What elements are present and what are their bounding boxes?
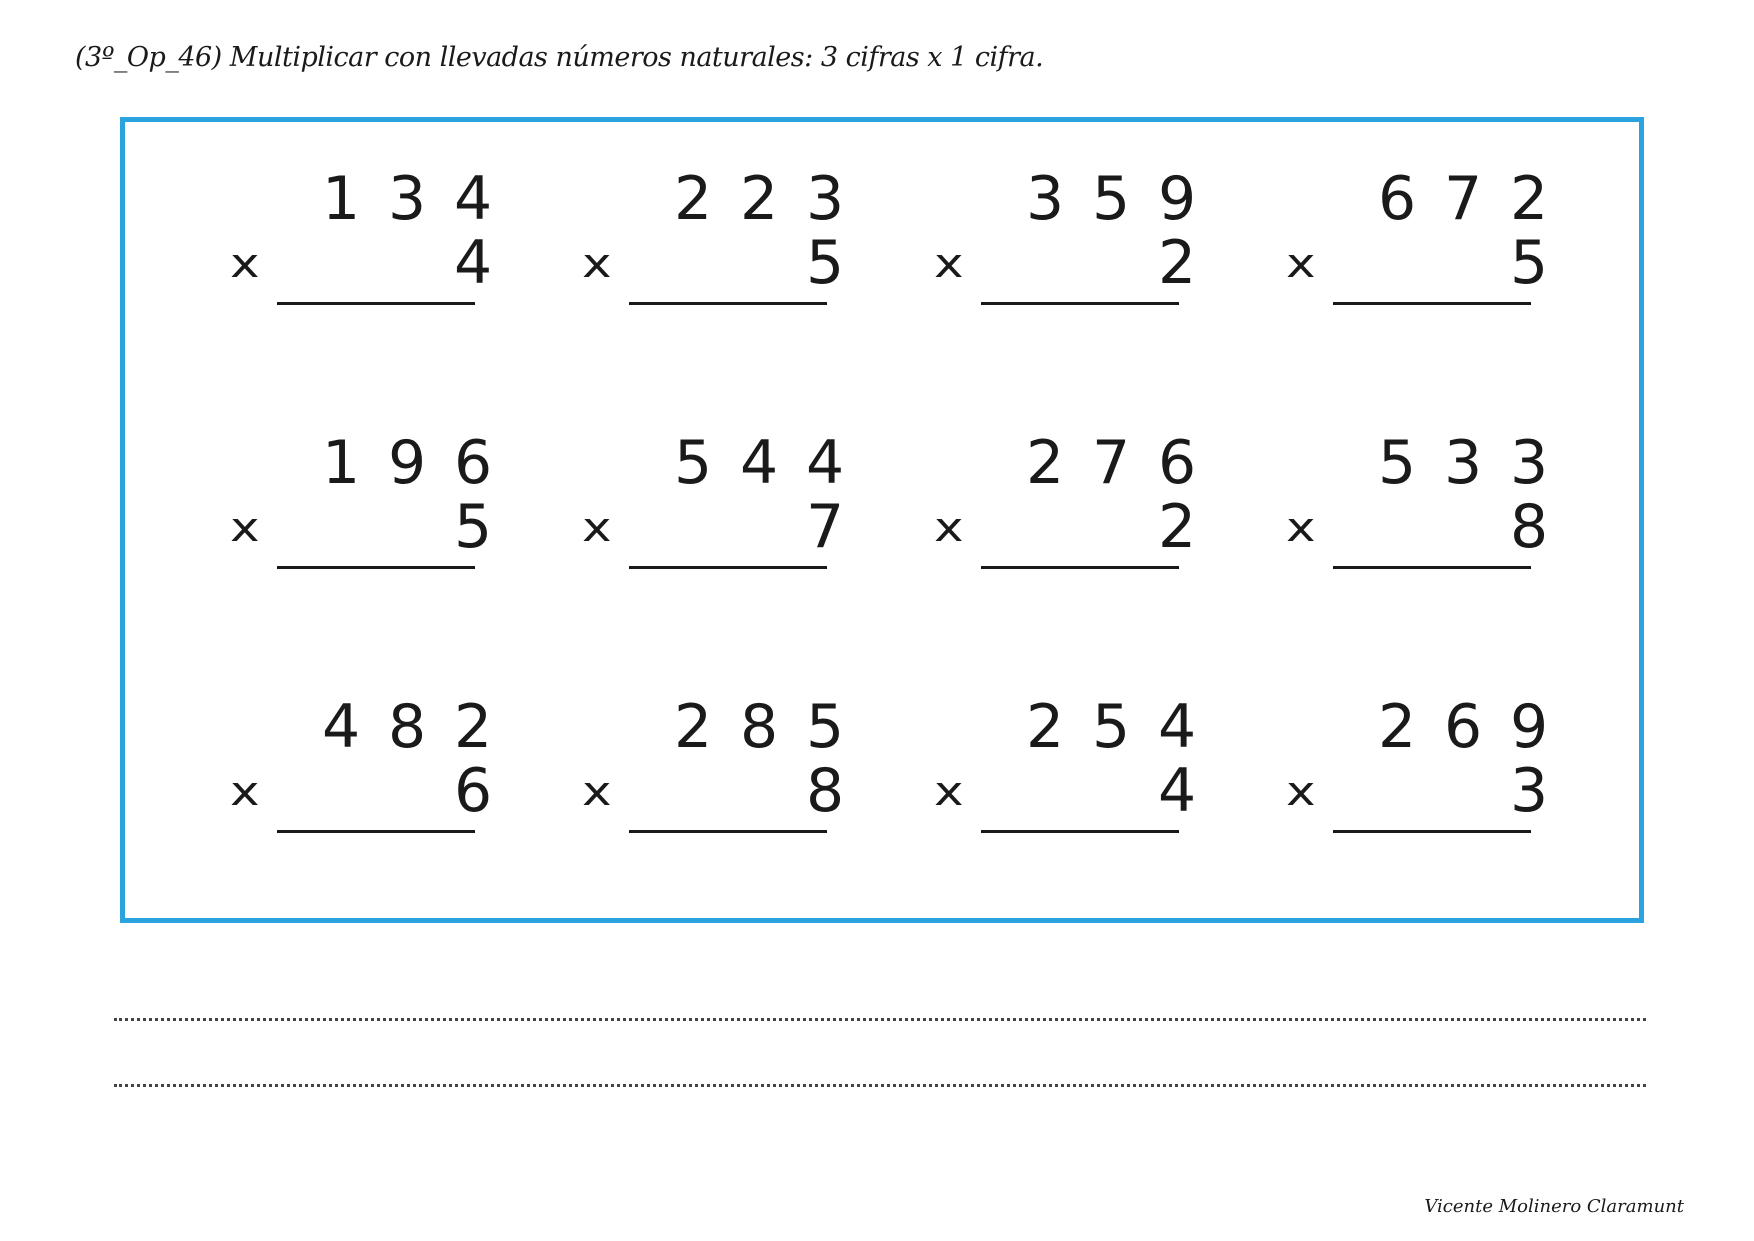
digit-hundreds: 5 <box>674 428 713 498</box>
multiplier: 3 <box>1510 756 1549 826</box>
multiplication-problem <box>934 164 1234 324</box>
digit-hundreds: 4 <box>322 692 361 762</box>
digit-tens: 8 <box>740 692 779 762</box>
result-line <box>277 830 475 833</box>
digit-tens: 4 <box>740 428 779 498</box>
result-line <box>1333 566 1531 569</box>
digit-units: 6 <box>454 428 493 498</box>
times-sign: x <box>582 241 612 287</box>
multiplier: 7 <box>806 492 845 562</box>
digit-units: 9 <box>1158 164 1197 234</box>
multiplicand <box>1378 428 1549 498</box>
digit-units: 3 <box>1510 428 1549 498</box>
digit-units: 3 <box>806 164 845 234</box>
digit-hundreds: 2 <box>674 164 713 234</box>
multiplier: 2 <box>1158 228 1197 298</box>
multiplicand <box>1026 428 1197 498</box>
multiplication-problem <box>230 692 530 852</box>
digit-hundreds: 1 <box>322 164 361 234</box>
multiplicand <box>674 692 845 762</box>
result-line <box>1333 302 1531 305</box>
multiplicand <box>1378 692 1549 762</box>
digit-units: 2 <box>454 692 493 762</box>
author-credit: Vicente Molinero Claramunt <box>1424 1196 1684 1217</box>
digit-tens: 7 <box>1092 428 1131 498</box>
multiplication-problem <box>1286 692 1586 852</box>
multiplicand <box>1026 164 1197 234</box>
digit-units: 6 <box>1158 428 1197 498</box>
times-sign: x <box>230 241 260 287</box>
multiplicand <box>674 164 845 234</box>
multiplication-problem <box>934 692 1234 852</box>
multiplicand <box>1026 692 1197 762</box>
digit-units: 9 <box>1510 692 1549 762</box>
digit-hundreds: 5 <box>1378 428 1417 498</box>
digit-tens: 8 <box>388 692 427 762</box>
result-line <box>981 566 1179 569</box>
multiplier: 4 <box>1158 756 1197 826</box>
multiplier: 5 <box>454 492 493 562</box>
multiplier: 6 <box>454 756 493 826</box>
multiplication-problem <box>230 428 530 588</box>
result-line <box>981 830 1179 833</box>
multiplication-problem <box>1286 428 1586 588</box>
digit-units: 2 <box>1510 164 1549 234</box>
digit-tens: 7 <box>1444 164 1483 234</box>
digit-hundreds: 2 <box>1378 692 1417 762</box>
times-sign: x <box>934 241 964 287</box>
result-line <box>629 830 827 833</box>
multiplication-problem <box>1286 164 1586 324</box>
result-line <box>1333 830 1531 833</box>
multiplier: 2 <box>1158 492 1197 562</box>
digit-tens: 9 <box>388 428 427 498</box>
digit-tens: 5 <box>1092 164 1131 234</box>
digit-hundreds: 2 <box>1026 428 1065 498</box>
multiplicand <box>322 692 493 762</box>
digit-units: 4 <box>454 164 493 234</box>
multiplication-problem <box>230 164 530 324</box>
digit-hundreds: 3 <box>1026 164 1065 234</box>
times-sign: x <box>1286 505 1316 551</box>
times-sign: x <box>230 769 260 815</box>
digit-units: 4 <box>1158 692 1197 762</box>
times-sign: x <box>1286 241 1316 287</box>
multiplier: 8 <box>1510 492 1549 562</box>
multiplier: 5 <box>1510 228 1549 298</box>
times-sign: x <box>1286 769 1316 815</box>
result-line <box>277 566 475 569</box>
multiplication-problem <box>582 428 882 588</box>
multiplication-problem <box>582 164 882 324</box>
digit-hundreds: 6 <box>1378 164 1417 234</box>
times-sign: x <box>934 505 964 551</box>
multiplicand <box>1378 164 1549 234</box>
result-line <box>629 302 827 305</box>
times-sign: x <box>230 505 260 551</box>
digit-units: 4 <box>806 428 845 498</box>
digit-hundreds: 1 <box>322 428 361 498</box>
result-line <box>277 302 475 305</box>
worksheet-title: (3º_Op_46) Multiplicar con llevadas números naturales: 3 cifras x 1 cifra. <box>75 42 1044 73</box>
exercise-box <box>120 117 1644 923</box>
multiplier: 4 <box>454 228 493 298</box>
digit-tens: 3 <box>1444 428 1483 498</box>
multiplication-problem <box>934 428 1234 588</box>
answer-dotted-line[interactable] <box>114 1084 1646 1087</box>
times-sign: x <box>934 769 964 815</box>
multiplicand <box>322 164 493 234</box>
digit-units: 5 <box>806 692 845 762</box>
times-sign: x <box>582 505 612 551</box>
multiplier: 8 <box>806 756 845 826</box>
digit-tens: 3 <box>388 164 427 234</box>
digit-tens: 2 <box>740 164 779 234</box>
times-sign: x <box>582 769 612 815</box>
multiplication-problem <box>582 692 882 852</box>
result-line <box>629 566 827 569</box>
digit-tens: 6 <box>1444 692 1483 762</box>
answer-dotted-line[interactable] <box>114 1018 1646 1021</box>
digit-hundreds: 2 <box>1026 692 1065 762</box>
multiplicand <box>322 428 493 498</box>
multiplicand <box>674 428 845 498</box>
result-line <box>981 302 1179 305</box>
digit-tens: 5 <box>1092 692 1131 762</box>
digit-hundreds: 2 <box>674 692 713 762</box>
multiplier: 5 <box>806 228 845 298</box>
